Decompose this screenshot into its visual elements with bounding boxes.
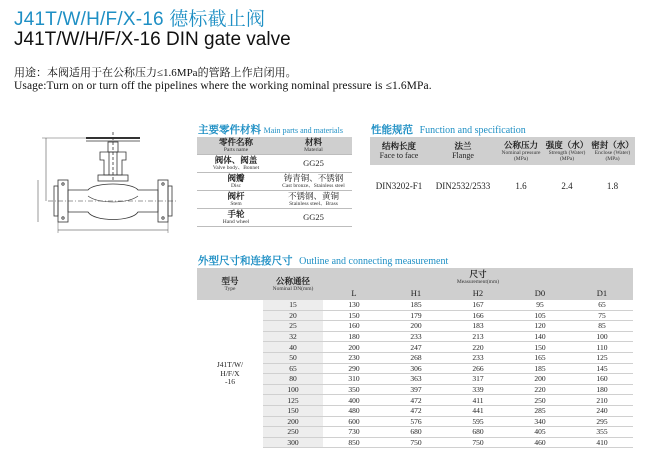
dn-cell: 50 — [263, 352, 323, 363]
dimension-cell: 213 — [447, 331, 509, 342]
dimension-cell: 405 — [509, 427, 571, 438]
table-row — [197, 405, 633, 416]
dimension-cell: 110 — [571, 342, 633, 353]
dimension-cell: 340 — [509, 416, 571, 427]
dimension-cell: 166 — [447, 310, 509, 321]
usage-text-en: Usage:Turn on or turn off the pipelines where the working nominal pressure is ≤1.6MPa. — [14, 80, 432, 92]
valve-drawing — [28, 130, 188, 235]
dimension-cell: 397 — [385, 384, 447, 395]
dn-cell: 65 — [263, 363, 323, 374]
dimension-cell: 160 — [571, 374, 633, 385]
dims-column-row: L H1 H2 D0 D1 — [197, 287, 633, 300]
dimension-cell: 125 — [571, 352, 633, 363]
parts-row: 阀瓣 Disc 铸青铜、不锈钢 Cast bronze、Stainless steel — [197, 173, 352, 191]
parts-row: 阀体、阀盖 Valve body、Bonnet GG25 — [197, 155, 352, 173]
table-row — [197, 395, 633, 406]
dimension-cell: 310 — [323, 374, 385, 385]
table-row — [197, 374, 633, 385]
dimension-cell: 185 — [509, 363, 571, 374]
dimension-cell: 750 — [385, 437, 447, 448]
dimension-cell: 150 — [323, 310, 385, 321]
dims-section-title: 外型尺寸和连接尺寸 Outline and connecting measurement — [198, 256, 449, 267]
dn-cell: 40 — [263, 342, 323, 353]
table-row — [197, 352, 633, 363]
dimension-cell: 120 — [509, 321, 571, 332]
dimension-cell: 180 — [323, 331, 385, 342]
dimension-cell: 233 — [447, 352, 509, 363]
dimension-cell: 85 — [571, 321, 633, 332]
spec-section-title: 性能规范 Function and specification — [371, 125, 526, 136]
dimension-cell: 441 — [447, 405, 509, 416]
type-value-line: J41T/W/ — [216, 360, 244, 370]
dimension-cell: 200 — [509, 374, 571, 385]
dn-cell: 300 — [263, 437, 323, 448]
dimension-cell: 850 — [323, 437, 385, 448]
dn-cell: 80 — [263, 374, 323, 385]
dimension-cell: 472 — [385, 395, 447, 406]
parts-table — [197, 137, 352, 227]
dimension-cell: 576 — [385, 416, 447, 427]
table-row — [197, 310, 633, 321]
dimension-cell: 180 — [571, 384, 633, 395]
dimension-cell: 185 — [385, 300, 447, 310]
dimension-cell: 600 — [323, 416, 385, 427]
dims-table — [197, 268, 633, 448]
dimension-cell: 160 — [323, 321, 385, 332]
dimension-cell: 200 — [385, 321, 447, 332]
dimension-cell: 295 — [571, 416, 633, 427]
dimension-cell: 130 — [323, 300, 385, 310]
spec-header-row: 结构长度 Face to face 法兰 Flange 公称压力 Nominal pressure (MPa) 强度（水） Strength (Water) (MPa) 密封（水） Enclose (Water) (MPa) — [370, 137, 635, 165]
page-title-en: J41T/W/H/F/X-16 DIN gate valve — [14, 29, 291, 50]
dimension-cell: 75 — [571, 310, 633, 321]
dn-cell: 200 — [263, 416, 323, 427]
dimension-cell: 167 — [447, 300, 509, 310]
dimension-cell: 680 — [385, 427, 447, 438]
dimension-cell: 306 — [385, 363, 447, 374]
dimension-cell: 411 — [447, 395, 509, 406]
dn-cell: 32 — [263, 331, 323, 342]
type-cell — [197, 300, 263, 448]
table-row — [197, 427, 633, 438]
dimension-cell: 595 — [447, 416, 509, 427]
dimension-cell: 100 — [571, 331, 633, 342]
dimension-cell: 220 — [509, 384, 571, 395]
dimension-cell: 150 — [509, 342, 571, 353]
dimension-cell: 480 — [323, 405, 385, 416]
parts-row: 阀杆 Stem 不锈钢、黄铜 Stainless steel、Brass — [197, 191, 352, 209]
parts-section-title: 主要零件材料 Main parts and materials — [198, 125, 343, 136]
page-title-cn: J41T/W/H/F/X-16 德标截止阀 — [14, 9, 266, 30]
dimension-cell: 460 — [509, 437, 571, 448]
dimension-cell: 680 — [447, 427, 509, 438]
dimension-cell: 290 — [323, 363, 385, 374]
dn-cell: 20 — [263, 310, 323, 321]
dimension-cell: 317 — [447, 374, 509, 385]
dimension-cell: 247 — [385, 342, 447, 353]
table-row — [197, 321, 633, 332]
dimension-cell: 363 — [385, 374, 447, 385]
parts-header-row: 零件名称 Parts name 材料 Material — [197, 137, 352, 155]
dimension-cell: 220 — [447, 342, 509, 353]
dn-cell: 100 — [263, 384, 323, 395]
dimension-cell: 200 — [323, 342, 385, 353]
dimension-cell: 266 — [447, 363, 509, 374]
table-row — [197, 342, 633, 353]
dimension-cell: 250 — [509, 395, 571, 406]
table-row — [197, 416, 633, 427]
type-value-line: H/F/X — [220, 368, 240, 378]
dimension-cell: 183 — [447, 321, 509, 332]
dn-cell: 125 — [263, 395, 323, 406]
dimension-cell: 140 — [509, 331, 571, 342]
dimension-cell: 285 — [509, 405, 571, 416]
dimension-cell: 750 — [447, 437, 509, 448]
type-value-line: -16 — [225, 377, 235, 387]
spec-value-row: DIN3202-F1 DIN2532/2533 1.6 2.4 1.8 — [370, 165, 635, 207]
dims-header-row: 型号 Type 公称通径 Nominal DN(mm) 尺寸 Measurement(mm) — [197, 268, 633, 287]
table-row — [197, 331, 633, 342]
dimension-cell: 165 — [509, 352, 571, 363]
dimension-cell: 410 — [571, 437, 633, 448]
dimension-cell: 210 — [571, 395, 633, 406]
dimension-cell: 730 — [323, 427, 385, 438]
table-row — [197, 437, 633, 448]
dimension-cell: 400 — [323, 395, 385, 406]
spec-table — [370, 137, 635, 207]
table-row — [197, 363, 633, 374]
usage-text-cn: 用途：本阀适用于在公称压力≤1.6MPa的管路上作启闭用。 — [14, 67, 297, 79]
dimension-cell: 230 — [323, 352, 385, 363]
dimension-cell: 179 — [385, 310, 447, 321]
dimension-cell: 95 — [509, 300, 571, 310]
table-row — [197, 300, 633, 310]
dimension-cell: 105 — [509, 310, 571, 321]
dn-cell: 250 — [263, 427, 323, 438]
parts-row: 手轮 Hand wheel GG25 — [197, 209, 352, 227]
dimension-cell: 355 — [571, 427, 633, 438]
dimension-cell: 65 — [571, 300, 633, 310]
dimension-cell: 339 — [447, 384, 509, 395]
dimension-cell: 145 — [571, 363, 633, 374]
dimension-cell: 268 — [385, 352, 447, 363]
dimension-cell: 472 — [385, 405, 447, 416]
table-row — [197, 384, 633, 395]
dimension-cell: 350 — [323, 384, 385, 395]
dn-cell: 15 — [263, 300, 323, 310]
dn-cell: 150 — [263, 405, 323, 416]
dimension-cell: 240 — [571, 405, 633, 416]
dimension-cell: 233 — [385, 331, 447, 342]
dn-cell: 25 — [263, 321, 323, 332]
